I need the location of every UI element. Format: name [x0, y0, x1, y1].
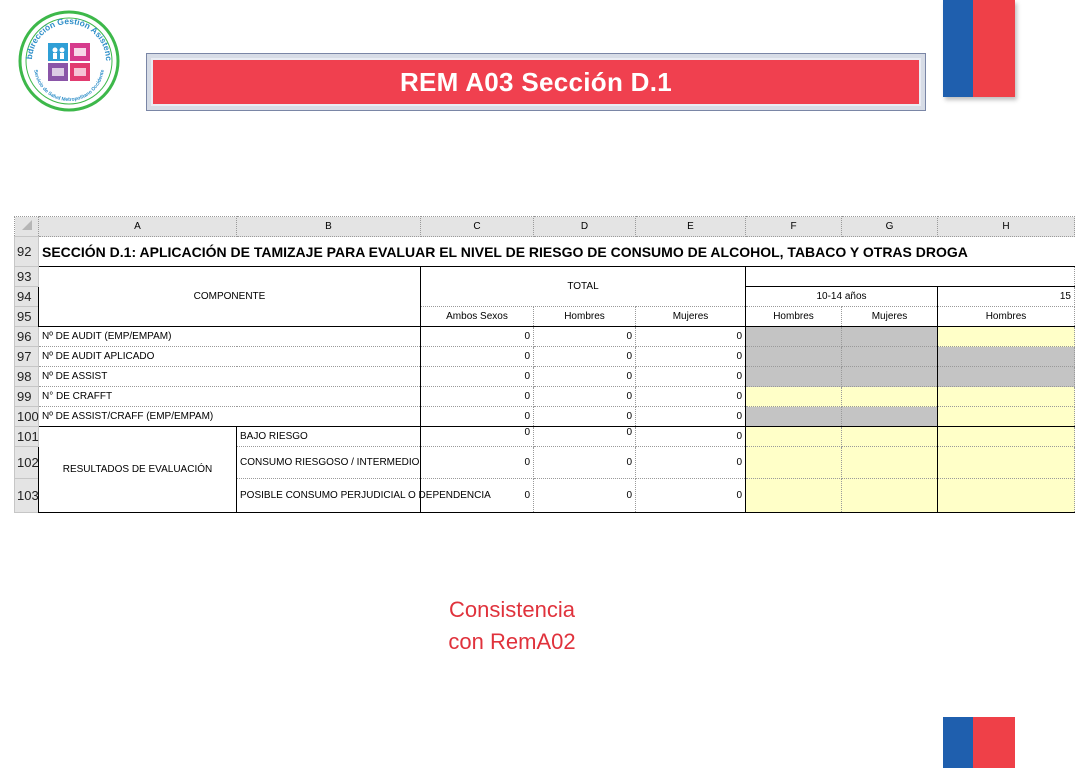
row-number[interactable]: 101	[15, 427, 39, 447]
row-number[interactable]: 92	[15, 237, 39, 267]
cell-yellow	[746, 447, 842, 479]
table-row	[15, 237, 1075, 267]
table-row	[15, 407, 1075, 427]
cell-gray	[842, 327, 938, 347]
flag-blue-stripe	[943, 717, 973, 768]
cell-yellow	[938, 407, 1075, 427]
logo-inner-text: Servicio de Salud Metropolitano Occidente	[32, 69, 106, 104]
row-number[interactable]: 95	[15, 307, 39, 327]
column-header-e[interactable]: E	[636, 217, 746, 237]
cell-yellow	[842, 479, 938, 513]
cell-hombres: 0	[534, 479, 636, 513]
cell-yellow	[746, 387, 842, 407]
cell-hombres: 0	[534, 347, 636, 367]
spreadsheet	[14, 216, 1071, 546]
consistency-note-line1: Consistencia	[449, 597, 575, 622]
cell-ambos-sexos: 0	[421, 367, 534, 387]
header-hombres: Hombres	[746, 307, 842, 327]
header-mujeres: Mujeres	[636, 307, 746, 327]
cell-mujeres: 0	[636, 407, 746, 427]
logo	[18, 10, 120, 112]
header-hombres: Hombres	[938, 307, 1075, 327]
cell-mujeres: 0	[636, 347, 746, 367]
cell-gray	[746, 327, 842, 347]
row-label: Nº DE AUDIT APLICADO	[39, 347, 421, 367]
consistency-note-line2: con RemA02	[448, 629, 576, 654]
row-label: BAJO RIESGO	[237, 427, 421, 447]
logo-ring-text: bdirección Gestión Asistenc	[23, 15, 115, 62]
cell-yellow	[842, 387, 938, 407]
cell-mujeres: 0	[636, 427, 746, 447]
flag-decoration-bottom	[943, 717, 1015, 768]
cell-yellow	[938, 387, 1075, 407]
cell-hombres: 0	[534, 447, 636, 479]
select-all-corner[interactable]	[15, 217, 39, 237]
cell-yellow	[938, 327, 1075, 347]
cell-mujeres: 0	[636, 367, 746, 387]
header-componente: COMPONENTE	[39, 267, 421, 327]
row-label: Nº DE ASSIST	[39, 367, 421, 387]
header-age-group-2: 15	[938, 287, 1075, 307]
row-number[interactable]: 103	[15, 479, 39, 513]
cell-yellow	[938, 447, 1075, 479]
page-title: REM A03 Sección D.1	[399, 66, 673, 97]
cell-gray	[938, 347, 1075, 367]
header-total: TOTAL	[421, 267, 746, 307]
table-row	[15, 427, 1075, 447]
flag-red-stripe	[973, 717, 1015, 768]
cell-ambos-sexos: 0	[421, 447, 534, 479]
cell-gray	[746, 367, 842, 387]
row-number[interactable]: 100	[15, 407, 39, 427]
column-header-d[interactable]: D	[534, 217, 636, 237]
column-header-f[interactable]: F	[746, 217, 842, 237]
cell-yellow	[746, 427, 842, 447]
spreadsheet-grid	[14, 216, 1075, 513]
cell-hombres: 0	[534, 427, 636, 447]
cell-mujeres: 0	[636, 479, 746, 513]
column-header-a[interactable]: A	[39, 217, 237, 237]
cell-gray	[842, 347, 938, 367]
row-label: N° DE CRAFFT	[39, 387, 421, 407]
header-mujeres: Mujeres	[842, 307, 938, 327]
cell-ambos-sexos: 0	[421, 327, 534, 347]
resultados-label: RESULTADOS DE EVALUACIÓN	[39, 427, 237, 513]
section-title: SECCIÓN D.1: APLICACIÓN DE TAMIZAJE PARA EVALUAR EL NIVEL DE RIESGO DE CONSUMO DE ALCOHOL, TABACO Y OTRAS DROGA	[42, 243, 968, 260]
cell-ambos-sexos: 0	[421, 407, 534, 427]
cell-gray	[938, 367, 1075, 387]
table-row	[15, 347, 1075, 367]
flag-decoration-top	[943, 0, 1015, 97]
row-number[interactable]: 96	[15, 327, 39, 347]
row-label: POSIBLE CONSUMO PERJUDICIAL O DEPENDENCIA	[237, 479, 421, 513]
title-banner-fill	[151, 58, 921, 106]
table-row	[15, 387, 1075, 407]
row-number[interactable]: 94	[15, 287, 39, 307]
table-row	[15, 327, 1075, 347]
cell-hombres: 0	[534, 327, 636, 347]
header-age-band-top	[746, 267, 1075, 287]
cell-ambos-sexos: 0	[421, 427, 534, 447]
header-ambos-sexos: Ambos Sexos	[421, 307, 534, 327]
header-age-group-1: 10-14 años	[746, 287, 938, 307]
row-label: Nº DE ASSIST/CRAFF (EMP/EMPAM)	[39, 407, 421, 427]
table-row	[15, 267, 1075, 287]
cell-yellow	[938, 479, 1075, 513]
cell-ambos-sexos: 0	[421, 479, 534, 513]
cell-ambos-sexos: 0	[421, 347, 534, 367]
cell-gray	[842, 367, 938, 387]
cell-yellow	[938, 427, 1075, 447]
row-number[interactable]: 102	[15, 447, 39, 479]
header-hombres: Hombres	[534, 307, 636, 327]
column-header-g[interactable]: G	[842, 217, 938, 237]
cell-mujeres: 0	[636, 327, 746, 347]
cell-ambos-sexos: 0	[421, 387, 534, 407]
cell-mujeres: 0	[636, 387, 746, 407]
cell-hombres: 0	[534, 387, 636, 407]
table-row	[15, 367, 1075, 387]
row-number[interactable]: 93	[15, 267, 39, 287]
cell-mujeres: 0	[636, 447, 746, 479]
row-label: CONSUMO RIESGOSO / INTERMEDIO	[237, 447, 421, 479]
row-number[interactable]: 98	[15, 367, 39, 387]
consistency-note	[412, 594, 612, 658]
cell-hombres: 0	[534, 367, 636, 387]
flag-red-stripe	[973, 0, 1015, 97]
row-label: Nº DE AUDIT (EMP/EMPAM)	[39, 327, 421, 347]
title-banner	[146, 53, 926, 111]
column-header-b[interactable]: B	[237, 217, 421, 237]
cell-yellow	[842, 447, 938, 479]
flag-blue-stripe	[943, 0, 973, 97]
column-header-h[interactable]: H	[938, 217, 1075, 237]
row-number[interactable]: 99	[15, 387, 39, 407]
cell-gray	[746, 407, 842, 427]
row-number[interactable]: 97	[15, 347, 39, 367]
cell-gray	[842, 407, 938, 427]
column-header-c[interactable]: C	[421, 217, 534, 237]
cell-gray	[746, 347, 842, 367]
cell-yellow	[842, 427, 938, 447]
cell-hombres: 0	[534, 407, 636, 427]
cell-yellow	[746, 479, 842, 513]
column-header-row	[15, 217, 1075, 237]
